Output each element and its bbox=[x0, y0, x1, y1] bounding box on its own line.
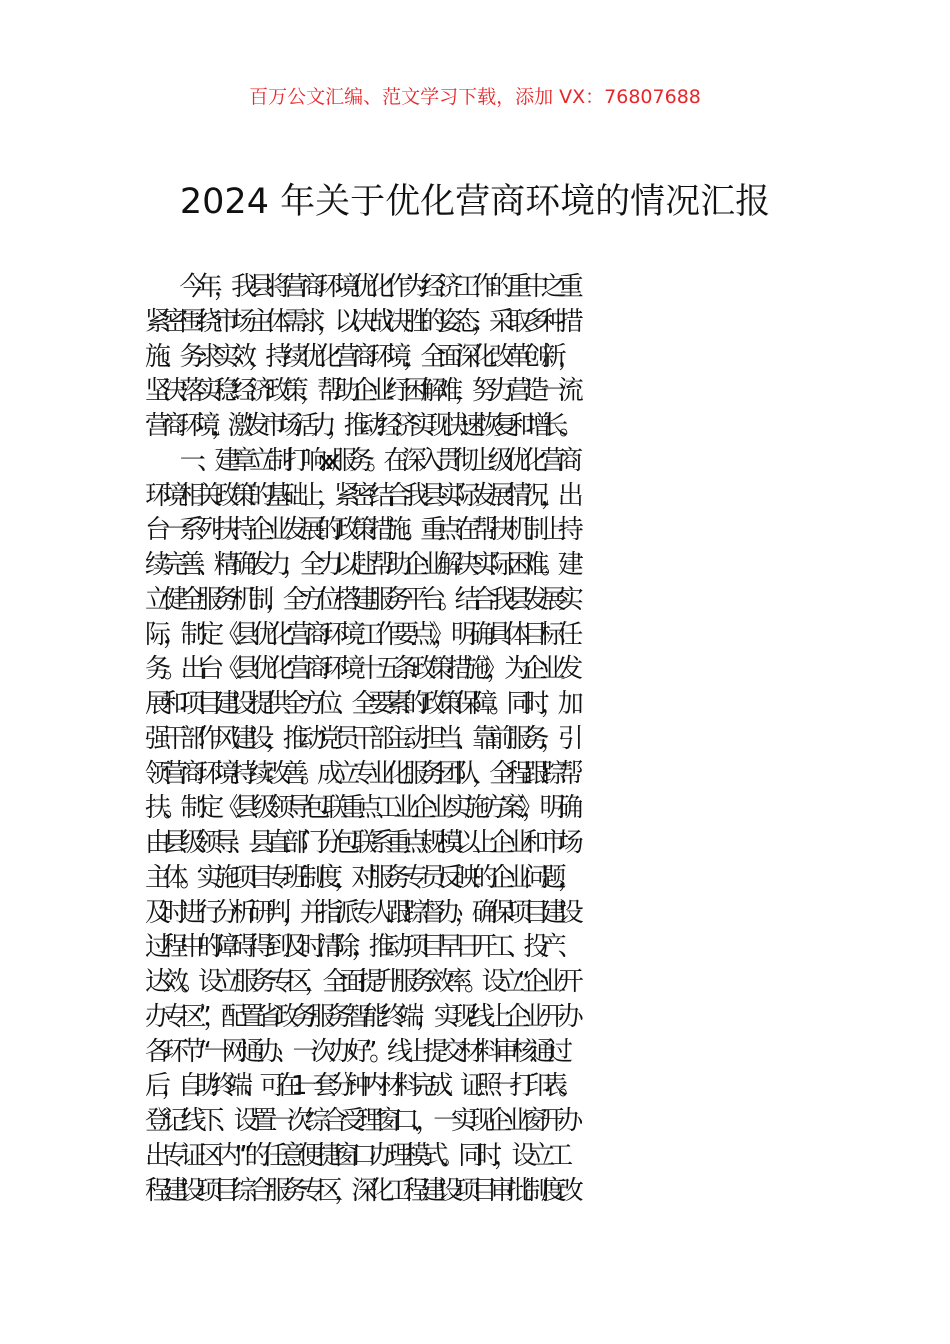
paragraph-line: 务。出台《县优化营商环境十五条政策措施》，为企业发 bbox=[145, 654, 576, 685]
paragraph-line: 及时进行分析研判，并指派专人跟踪督办，确保项目建设 bbox=[145, 897, 576, 928]
paragraph-line: 展和项目建设提供全方位、全要素的政策保障。同时，加 bbox=[145, 689, 576, 719]
paragraph-line: 程建设项目综合服务专区，深化工程建设项目审批制度改 bbox=[145, 1175, 576, 1206]
paragraph-line: 主体。实施项目专班制度，对服务专员反映的企业问题， bbox=[145, 862, 576, 893]
paragraph-line: 台一系列扶持企业发展的政策措施。重点在帮扶机制上持 bbox=[145, 515, 576, 546]
paragraph-line: 营商环境，激发市场活力，推动经济实现快速恢复和增长。 bbox=[145, 411, 576, 441]
paragraph-line: 达效。设立服务专区，全面提升服务效率。设立“企业开 bbox=[145, 967, 576, 997]
paragraph-line: 环境相关政策的基础上，紧密结合我县实际发展情况，出 bbox=[145, 480, 576, 511]
paragraph-line: 过程中的障碍得到及时清除，推动项目早日开工、投产、 bbox=[145, 932, 576, 963]
paragraph-line: 续完善、精确发力，全力以赴帮助企业解决实际困难。建 bbox=[145, 550, 576, 580]
paragraph-line: 立健全服务机制，全方位搭建服务平台。结合我县发展实 bbox=[145, 584, 576, 615]
document-body bbox=[145, 270, 815, 1208]
paragraph-line: 由县级领导、县直部门分包联系重点规模以上企业和市场 bbox=[145, 828, 576, 858]
paragraph-line: 各环节“一网通办、一次办好”。线上提交材料审核通过 bbox=[145, 1036, 565, 1067]
paragraph-line: 紧密围绕市场主体需求，以决战决胜的姿态，采取多种措 bbox=[145, 306, 576, 337]
paragraph-line: 强干部作风建设，推动党员干部主动担当、靠前服务，引 bbox=[145, 723, 576, 754]
paragraph-line: 一、建章立制打响 xx 服务。在深入贯彻上级优化营商 bbox=[145, 445, 575, 476]
watermark-header: 百万公文汇编、范文学习下载，添加 VX：76807688 bbox=[249, 86, 701, 108]
paragraph-line: 扶。制定《县级领导包联重点工业企业实施方案》，明确 bbox=[145, 793, 576, 824]
paragraph-line: 施、务求实效，持续优化营商环境，全面深化改革创新， bbox=[145, 341, 576, 372]
paragraph-line: 领营商环境持续改善。成立专业化服务团队，全程跟踪帮 bbox=[145, 758, 576, 789]
paragraph-line: 坚决落实稳经济政策，帮助企业纾困解难，努力营造一流 bbox=[145, 376, 576, 407]
paragraph-line: 办专区”，配置省政务服务智能终端，实现线上企业开办 bbox=[145, 1001, 576, 1032]
paragraph-line: 登记线下、设置一次综合受理窗口、，一实现企业窗开办 bbox=[145, 1106, 576, 1136]
paragraph-line: 出专证区内”“的任意便捷窗口办理模式。同时，设立工 bbox=[145, 1140, 565, 1171]
paragraph-line: 今年，我县将营商环境优化作为经济工作的重中之重 bbox=[145, 272, 576, 302]
paragraph-line: 际，制定《县优化营商环境工作要点》，明确具体目标任 bbox=[145, 619, 576, 650]
paragraph-line: 后，自助终端、可在 1 一套分钟内材料完成、证照一打印表。 bbox=[145, 1071, 575, 1102]
document-title: 2024 年关于优化营商环境的情况汇报 bbox=[179, 182, 771, 222]
